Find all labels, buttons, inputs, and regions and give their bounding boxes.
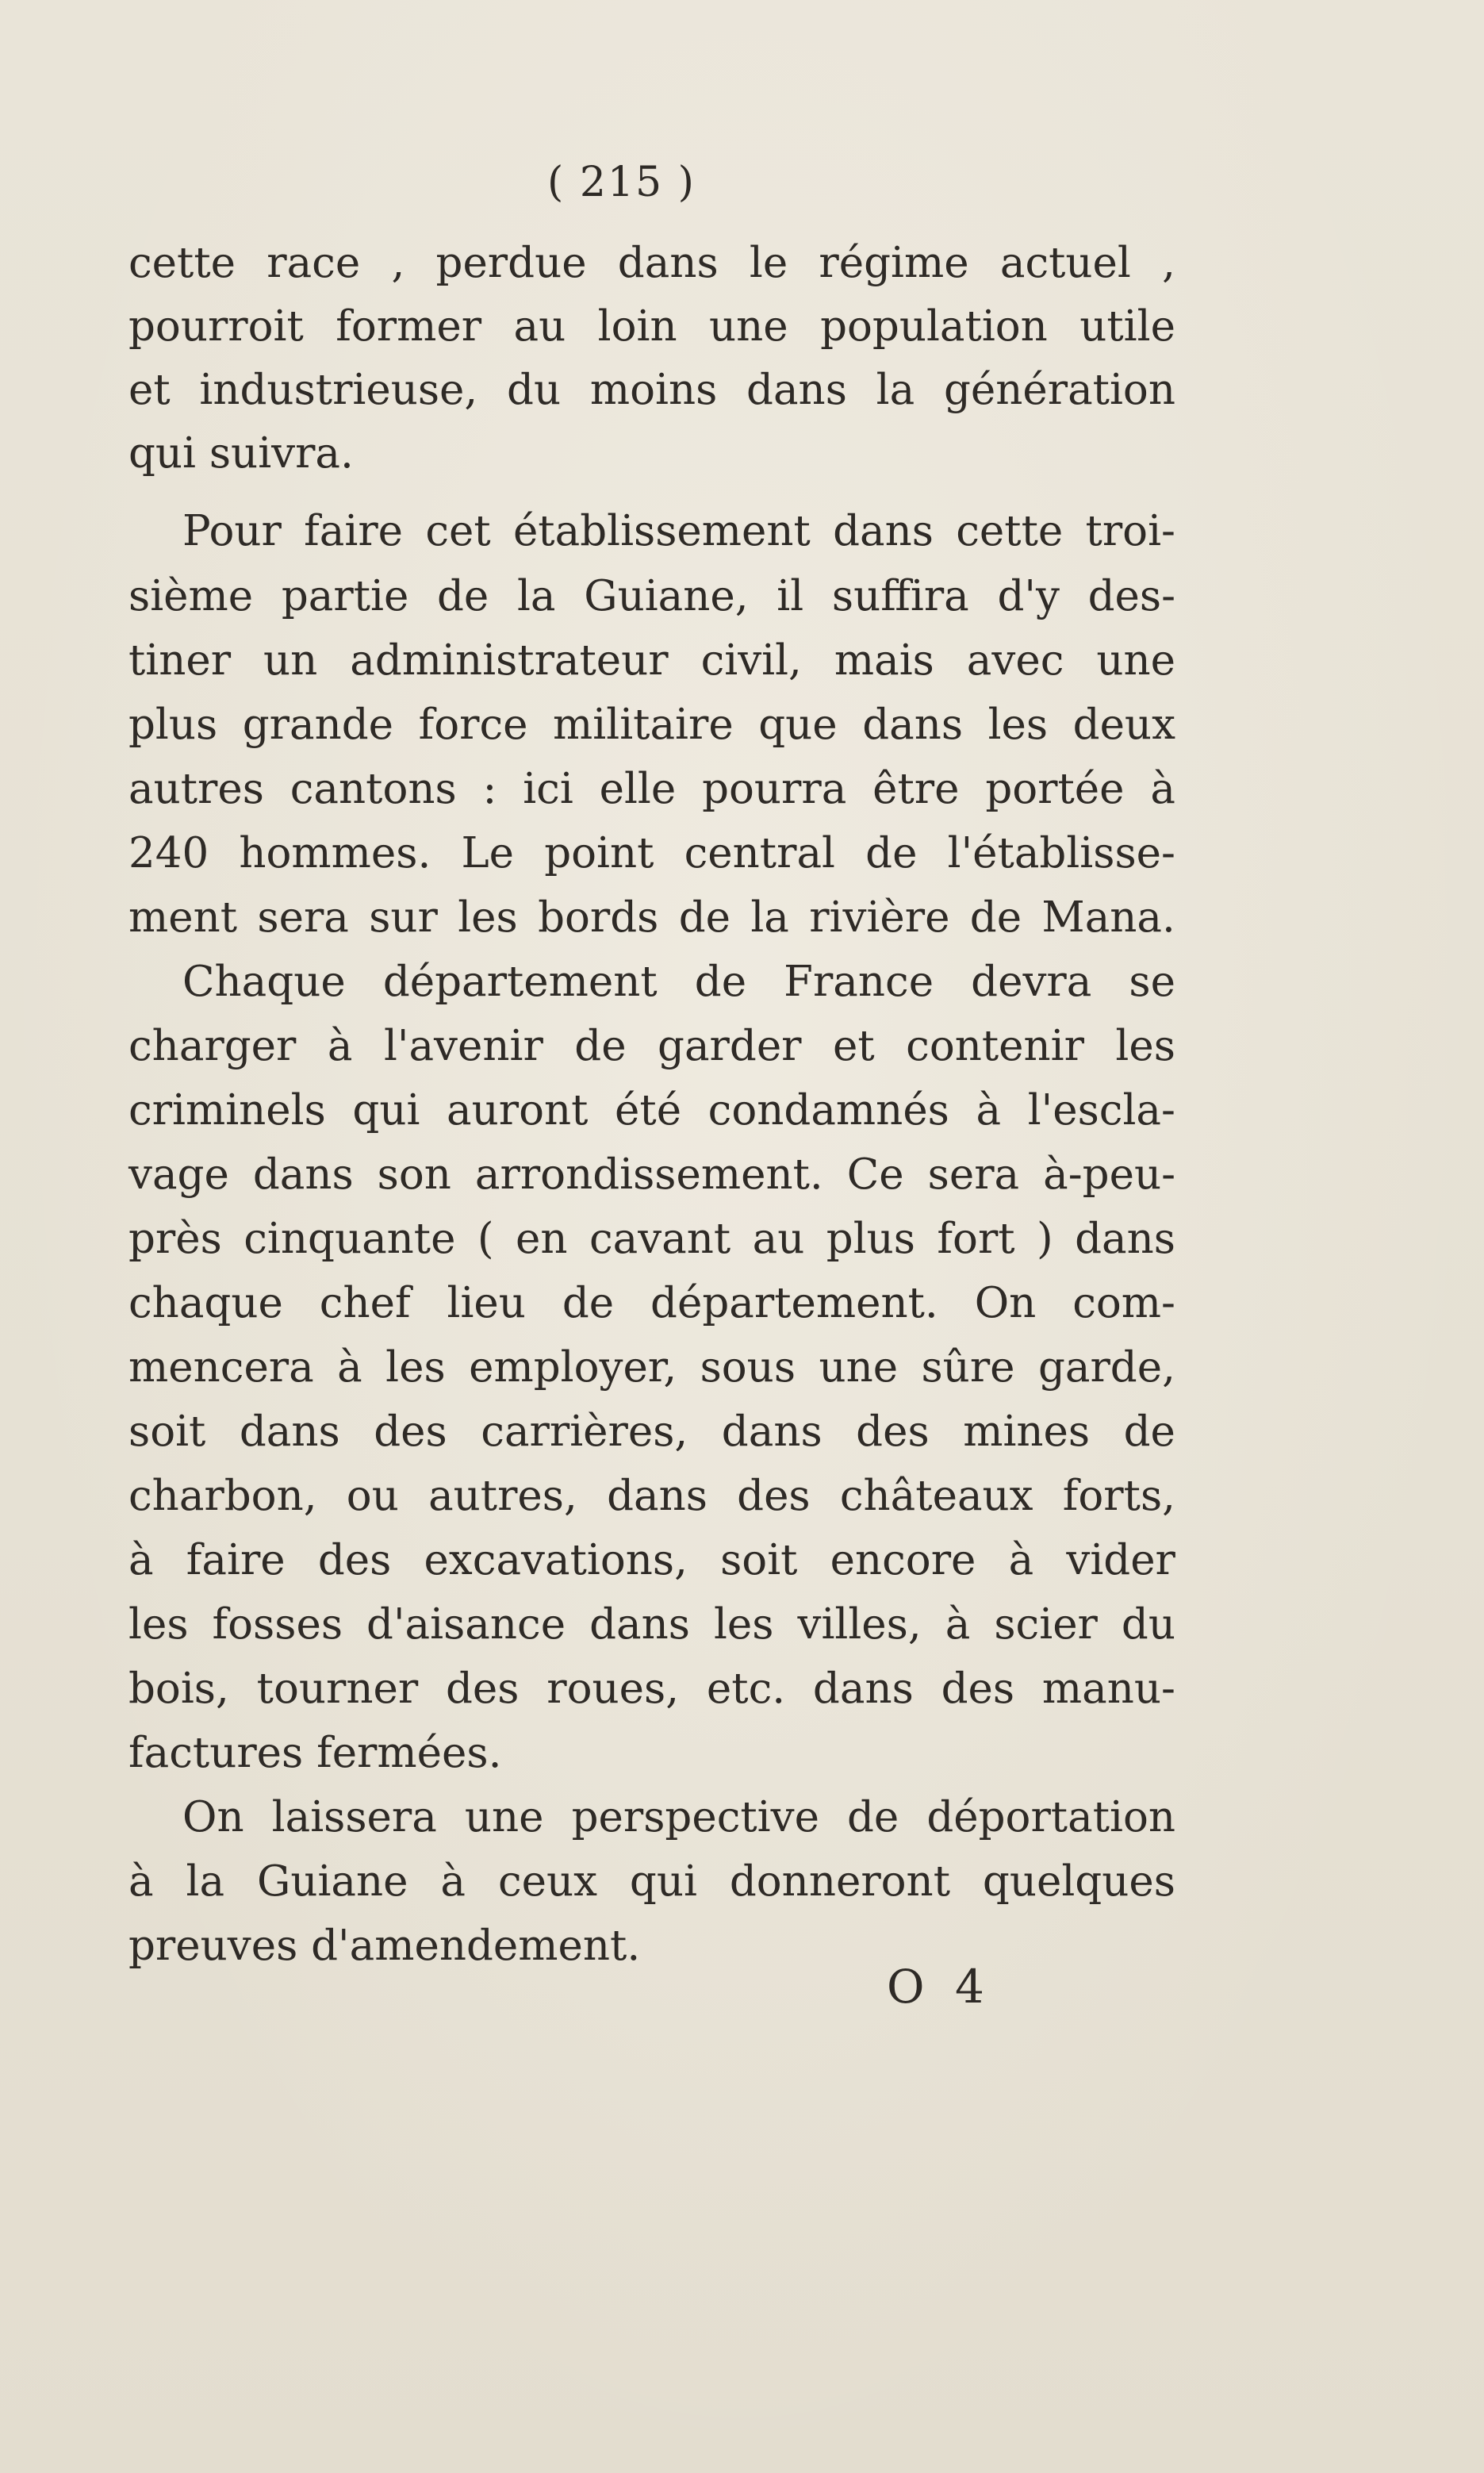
text-line: charger à l'avenir de garder et contenir les — [128, 1022, 1175, 1070]
text-line: à la Guiane à ceux qui donneront quelques — [128, 1857, 1175, 1906]
text-line: sième partie de la Guiane, il suffira d'y des- — [128, 572, 1175, 620]
text-line: plus grande force militaire que dans les deux — [128, 701, 1175, 749]
signature-mark: O 4 — [887, 1960, 992, 2014]
text-line: autres cantons : ici elle pourra être portée à — [128, 765, 1175, 813]
text-line: preuves d'amendement. — [128, 1922, 641, 1970]
text-line: tiner un administrateur civil, mais avec une — [128, 636, 1175, 685]
text-line: 240 hommes. Le point central de l'établisse- — [128, 829, 1175, 877]
text-line: factures fermées. — [128, 1729, 502, 1777]
text-line: cette race , perdue dans le régime actuel , — [128, 239, 1175, 287]
text-line: chaque chef lieu de département. On com- — [128, 1279, 1175, 1327]
text-line: et industrieuse, du moins dans la génération — [128, 366, 1175, 414]
text-line: ment sera sur les bords de la rivière de Mana. — [128, 893, 1175, 942]
text-line: On laissera une perspective de déportation — [182, 1793, 1175, 1841]
text-line: Chaque département de France devra se — [182, 958, 1175, 1006]
text-line: les fosses d'aisance dans les villes, à scier du — [128, 1600, 1175, 1649]
text-line: pourroit former au loin une population utile — [128, 302, 1175, 351]
text-line: vage dans son arrondissement. Ce sera à-peu- — [128, 1150, 1175, 1199]
page-number-header: ( 215 ) — [547, 159, 696, 206]
text-line: soit dans des carrières, dans des mines de — [128, 1407, 1175, 1456]
text-line: qui suivra. — [128, 429, 354, 478]
text-line: criminels qui auront été condamnés à l'escla- — [128, 1086, 1175, 1135]
text-line: près cinquante ( en cavant au plus fort ) dans — [128, 1215, 1175, 1263]
text-line: à faire des excavations, soit encore à vider — [128, 1536, 1175, 1584]
text-line: charbon, ou autres, dans des châteaux forts, — [128, 1472, 1175, 1520]
text-line: Pour faire cet établissement dans cette troi- — [182, 507, 1175, 555]
text-line: bois, tourner des roues, etc. dans des manu- — [128, 1665, 1175, 1713]
text-line: mencera à les employer, sous une sûre garde, — [128, 1343, 1175, 1392]
